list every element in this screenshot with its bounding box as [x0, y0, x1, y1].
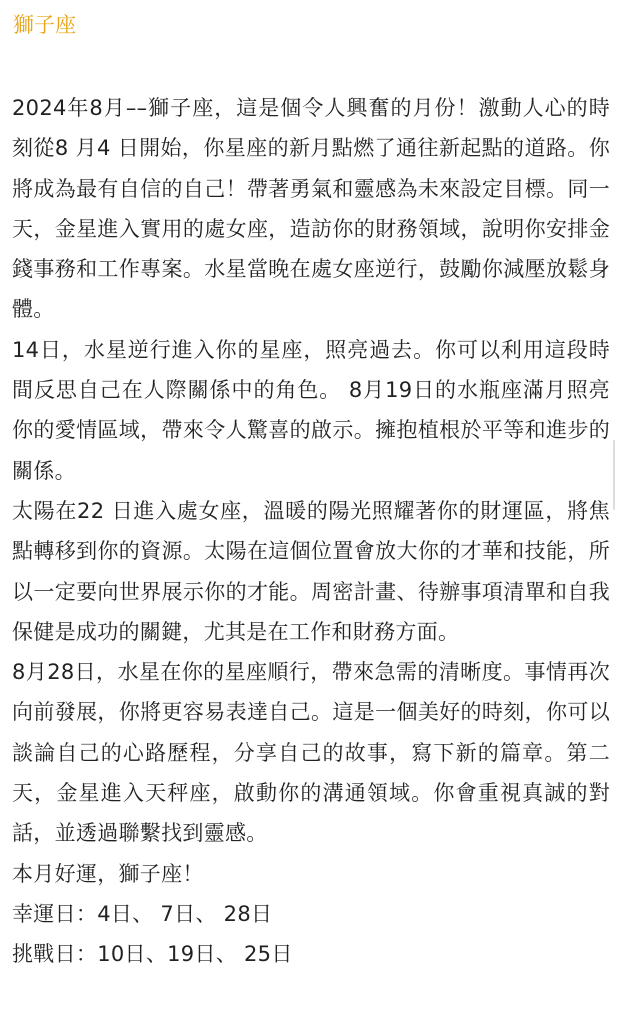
- paragraph-intro: 2024年8月––獅子座，這是個令人興奮的月份！激動人心的時刻從8 月4 日開始，你星座的新月點燃了通往新起點的道路。你將成為最有自信的自己！帶著勇氣和靈感為未來設定目標。同一天，金星進入實用的處女座，造訪你的財務領域，說明你安排金錢事務和工作專案。水星當晚在處女座逆行，鼓勵你減壓放鬆身體。: [12, 96, 610, 322]
- paragraph-mercury-direct: 8月28日，水星在你的星座順行，帶來急需的清晰度。事情再次向前發展，你將更容易表達自己。這是一個美好的時刻，你可以談論自己的心路歷程，分享自己的故事，寫下新的篇章。第二天，金星進入天秤座，啟動你的溝通領域。你會重視真誠的對話，並透過聯繫找到靈感。: [12, 660, 610, 846]
- lucky-days: 幸運日：4日、 7日、 28日: [12, 901, 273, 926]
- challenge-days: 挑戰日：10日、19日、 25日: [12, 942, 293, 967]
- article-body: [12, 88, 610, 975]
- page-title: 獅子座: [13, 13, 76, 37]
- paragraph-good-luck: 本月好運，獅子座！: [12, 861, 204, 886]
- paragraph-sun-virgo: 太陽在22 日進入處女座，溫暖的陽光照耀著你的財運區，將焦點轉移到你的資源。太陽在這個位置會放大你的才華和技能，所以一定要向世界展示你的才能。周密計畫、待辦事項清單和自我保健是成功的關鍵，尤其是在工作和財務方面。: [12, 498, 610, 644]
- scrollbar-thumb[interactable]: [613, 440, 615, 510]
- paragraph-mercury-retrograde: 14日，水星逆行進入你的星座，照亮過去。你可以利用這段時間反思自己在人際關係中的角色。 8月19日的水瓶座滿月照亮你的愛情區域，帶來令人驚喜的啟示。擁抱植根於平等和進步的關係。: [12, 337, 610, 483]
